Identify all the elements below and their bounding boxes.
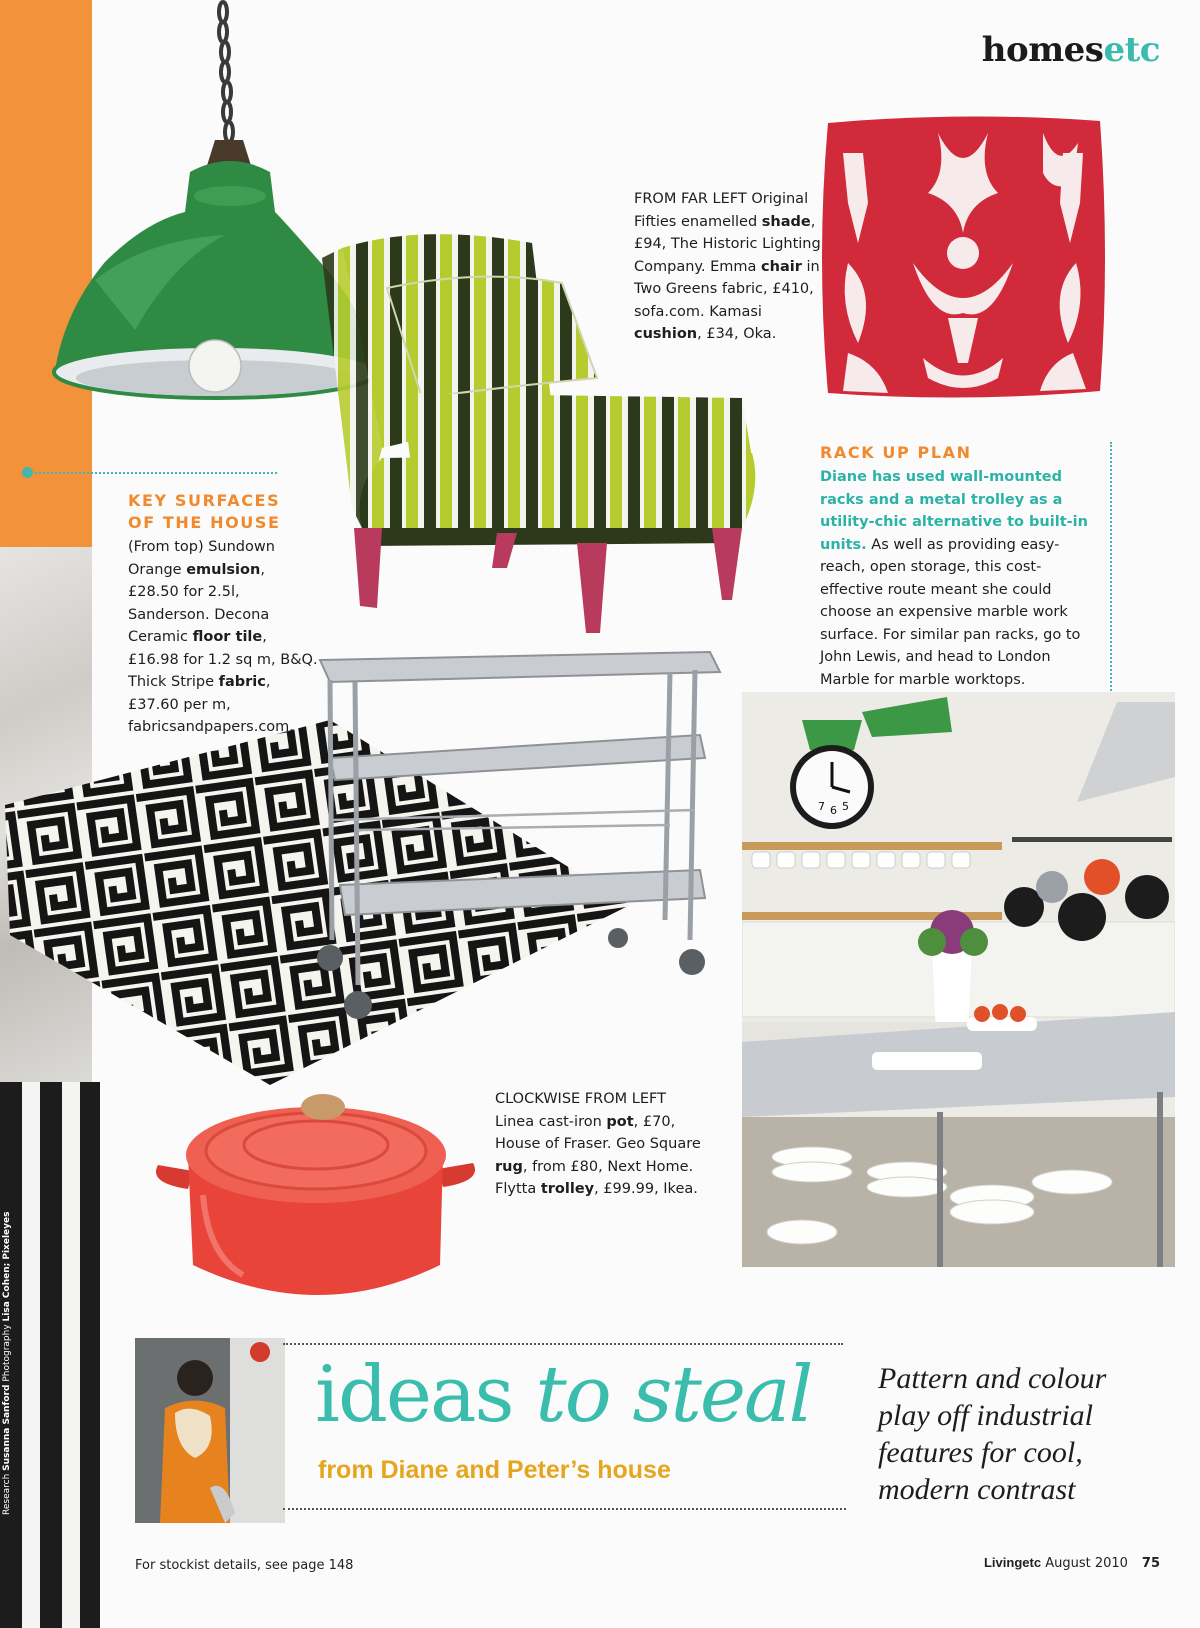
ideas-to-steal-title: ideas to steal [315, 1350, 812, 1440]
key-surfaces-heading: KEY SURFACES [128, 491, 281, 510]
clock-numeral-7: 7 [818, 800, 825, 813]
dot-marker [22, 467, 33, 478]
pot-rug-trolley-caption: CLOCKWISE FROM LEFT Linea cast-iron pot, £70, House of Fraser. Geo Square rug, from £80, Next Home. Flytta trolley, £99.99, Ikea. [495, 1088, 725, 1201]
rack-up-heading: RACK UP PLAN [820, 443, 972, 462]
kitchen-photo [742, 692, 1175, 1267]
ideas-subtitle: from Diane and Peter’s house [318, 1456, 671, 1484]
ideas-blurb: Pattern and colour play off industrial features for cool, modern contrast [878, 1362, 1107, 1506]
red-pot-image [148, 1085, 483, 1313]
clockwise-heading: CLOCKWISE FROM LEFT [495, 1091, 666, 1107]
metal-trolley-image [300, 640, 730, 1060]
rack-up-plan-text: RACK UP PLAN Diane has used wall-mounted racks and a metal trolley as a utility-chic alternative to built-in units. As well as providing easy-reach, open storage, this cost-effective route meant she could choose an expensive marble work surface. For similar pan racks, go to John Lewis, and head to London Marble for marble worktops. [820, 442, 1100, 691]
stripe-fabric-swatch [0, 1082, 100, 1628]
dotted-rule-key [22, 472, 277, 474]
section-brand: homesetc [981, 30, 1160, 70]
page-number: 75 [1141, 1556, 1160, 1571]
folio: Livingetc August 2010 75 [983, 1555, 1160, 1571]
key-surfaces-heading-2: OF THE HOUSE [128, 513, 281, 532]
ideas-bottom-rule [283, 1508, 846, 1510]
clock-numeral-6: 6 [830, 804, 837, 817]
stockist-note: For stockist details, see page 148 [135, 1558, 354, 1573]
chair-lamp-caption: FROM FAR LEFT Original Fifties enamelled shade, £94, The Historic Lighting Company. Emma chair in Two Greens fabric, £410, sofa.com. Kamasi cushion, £34, Oka. [634, 191, 821, 342]
owners-thumbnail-photo [135, 1338, 285, 1523]
red-cushion-image [818, 113, 1108, 403]
ideas-top-rule [283, 1343, 843, 1345]
clock-numeral-5: 5 [842, 800, 849, 813]
lamp-chain [219, 2, 233, 142]
key-surfaces-caption: KEY SURFACES OF THE HOUSE (From top) Sundown Orange emulsion, £28.50 for 2.5l, Sanderson. Decona Ceramic floor tile, £16.98 for 1.2 sq m, B&Q. Thick Stripe fabric, £37.60 per m, fabricsandpapers.com. [128, 491, 318, 735]
